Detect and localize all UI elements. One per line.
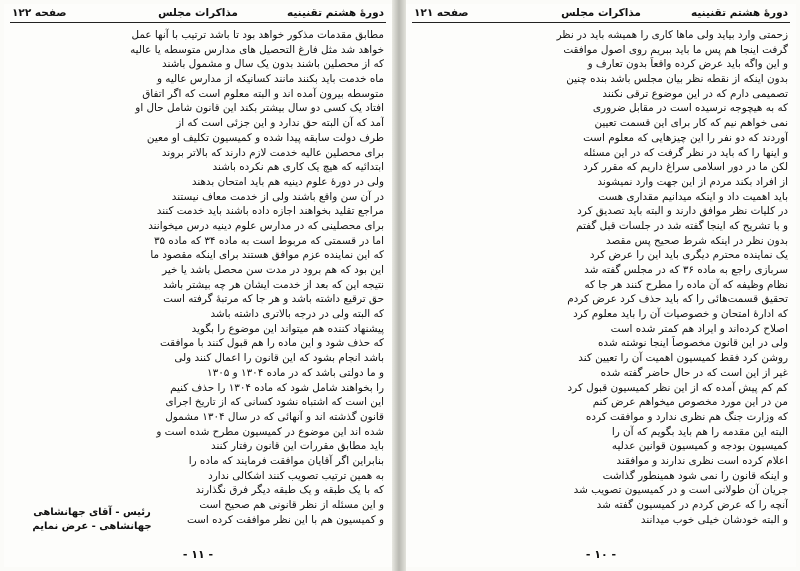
right-page — [406, 4, 796, 567]
text-line: که ادارهٔ امتحان و خصوصیات آن را باید معلوم کرد — [573, 308, 788, 321]
text-line: و ما دولتی باشد که در ماده ۱۳۰۴ و ۱۳۰۵ — [207, 366, 384, 379]
text-line: و اینکه قانون را نمی شود همینطور گذاشت — [602, 469, 788, 482]
left-signature — [12, 506, 172, 534]
left-page-number: - ۱۱ - — [182, 548, 214, 561]
text-line: خواهد شد مثل فارغ التحصیل های مدارس متوسطه یا عالیه — [130, 43, 384, 56]
text-line: که البته ولی در درجه بالاتری داشته باشد — [210, 308, 384, 321]
text-line: زحمتی وارد بیاید ولی ماها کاری را همیشه باید در نظر — [556, 29, 788, 41]
text-line: گرفت اینجا هم پس ما باید ببریم روی اصول موافقت — [563, 43, 788, 56]
text-line: البته این مقدمه را هم باید بگویم که آن را — [611, 425, 788, 438]
text-line: نتیجه این که بعد از خدمت ایشان هر چه بیشتر باشد — [162, 278, 384, 291]
text-line: پیشنهاد کننده هم میتواند این موضوع را بگوید — [191, 322, 384, 335]
text-line: اعلام کرده است نظری ندارند و موافقند — [616, 454, 788, 467]
signature-line: رئیس - آقای جهانشاهی — [33, 507, 151, 518]
text-line: و این مسئله از نظر قانونی هم صحیح است — [199, 499, 384, 511]
right-header-series: دورهٔ هشتم تقنینیه — [691, 7, 788, 19]
text-line: متوسطه بیرون آمده اند و البته معلوم است که اگر اتفاق — [142, 87, 384, 100]
left-header-page-label: صفحه ۱۲۲ — [12, 7, 67, 19]
text-line: که حذف شود و این ماده را هم قبول کنند با موافقت — [159, 337, 384, 350]
text-line: باید اهمیت داد و اینکه میدانیم مقداری هست — [598, 190, 788, 203]
left-page-body — [12, 28, 384, 537]
text-line: نظام وظیفه که آن ماده را مطرح کنند هر جا که — [584, 278, 788, 291]
text-line: آنچه را که عرض کردم در کمیسیون گفته شد — [596, 499, 788, 511]
text-line: این بود که هم برود در مدت سن محصل باشد یا خیر — [162, 264, 384, 276]
left-page — [4, 4, 392, 567]
text-line: در آن سن واقع باشند ولی از خدمت معاف نیستند — [171, 190, 384, 203]
text-line: اصلاح کرده‌اند و ایراد هم کمتر شده است — [610, 322, 788, 335]
right-header-page-label: صفحه ۱۲۱ — [414, 7, 469, 19]
text-line: برای محصلین عالیه خدمت لازم دارند که بالاتر بروند — [161, 146, 384, 159]
text-line: بنابراین اگر آقایان موافقت فرمایند که ماده را — [188, 454, 384, 467]
text-line: قانون گذشته اند و آنهائی که در سال ۱۳۰۴ مشمول — [165, 410, 384, 423]
text-line: ماه خدمت باید بکنند مانند کسانیکه از مدارس عالیه و — [156, 73, 384, 86]
text-line: باشد انجام بشود که این قانون را اعمال کنند ولی — [174, 352, 384, 365]
book-gutter — [392, 0, 406, 571]
text-line: ابتدائیه که هیچ یک کاری هم نکرده باشند — [212, 161, 384, 174]
text-line: تحقیق قسمت‌هائی را که باید حذف کرد عرض کردم — [567, 293, 788, 306]
text-line: و کمیسیون هم با این نظر موافقت کرده است — [186, 513, 384, 526]
text-line: بدون اینکه از نقطه نظر بیان مجلس باشد بنده چنین — [566, 73, 788, 86]
text-line: افتاد یک کسی دو سال بیشتر بکند این قانون شامل حال او — [135, 102, 384, 115]
text-line: شده اند این موضوع در کمیسیون مطرح شده است و — [156, 425, 384, 438]
right-page-number: - ۱۰ - — [585, 548, 617, 561]
text-line: آمد که آن البته حق ندارد و این جزئی است که از — [176, 117, 384, 130]
text-line: ولی در دورهٔ علوم دینیه هم باید امتحان بدهند — [191, 175, 384, 188]
signature-line: جهانشاهی - عرض نمایم — [32, 521, 152, 532]
left-page-header — [10, 6, 386, 23]
text-line: جریان آن طولانی است و در کمیسیون تصویب شد — [573, 484, 788, 497]
text-line: یک نماینده محترم دیگری باید این را عرض کرد — [589, 249, 788, 262]
text-line: و اینها را که باید در نظر گرفت که در این مسئله — [583, 146, 788, 159]
text-line: که این نماینده عزم موافق هستند برای اینکه مقصود ما — [150, 249, 384, 262]
text-line: مراجع تقلید بخواهند اجازه داده باشند باید خدمت کنند — [156, 205, 384, 218]
text-line: مطابق مقدمات مذکور خواهد بود تا باشد ترتیب با آنها عمل — [131, 29, 384, 41]
text-line: کمیسیون بودجه و کمیسیون قوانین عدلیه — [611, 440, 788, 453]
text-line: که وزارت جنگ هم نظری ندارد و موافقت کرده — [585, 410, 788, 423]
text-line: کم کم پیش آمده که از این نظر کمیسیون قبول کرد — [567, 381, 788, 394]
text-line: غیر از این است که در حال حاضر گفته شده — [600, 366, 788, 379]
text-line: سربازی راجع به ماده ۳۶ که در مجلس گفته شد — [584, 264, 788, 276]
left-header-title: مذاکرات مجلس — [158, 7, 238, 19]
text-line: باید مطابق مقررات این قانون رفتار کنند — [211, 440, 384, 453]
text-line: را بخواهند شامل شود که ماده ۱۳۰۴ را حذف کنیم — [170, 381, 384, 394]
text-line: تصمیمی دارم که در این موضوع ترقی نکنند — [602, 87, 788, 100]
text-line: نمی خواهم نیم که کار برای این قسمت تعیین — [594, 117, 788, 130]
text-line: و این واگه باید عرض کرده واقعاً بدون تعارف و — [587, 58, 788, 71]
text-line: و با تشریح که اینجا گفته شد در جلسات قبل گفتم — [576, 219, 788, 232]
text-line: که از محصلین باشند بدون یک سال و مشمول باشند — [161, 58, 384, 71]
text-line: حق ترقیع داشته باشد و هر جا که مرتبهٔ گرفته است — [163, 293, 384, 306]
text-line: من در این مورد مخصوص میخواهم عرض کنم — [592, 396, 788, 409]
text-line: آوردند که دو نفر را این چیزهایی که معلوم است — [583, 131, 788, 144]
text-line: از افراد بکند مردم از این جهت وارد نمیشوند — [597, 175, 788, 188]
text-line: طرف دولت سابقه پیدا شده و کمیسیون تکلیف او معین — [146, 131, 384, 144]
text-line: روشن کرد فقط کمیسیون اهمیت آن را تعیین کند — [578, 352, 788, 365]
text-line: برای محصلینی که در مدارس علوم دینیه درس میخوانند — [148, 219, 384, 232]
text-line: در کلیات نظر موافق دارند و البته باید تصدیق کرد — [577, 205, 788, 218]
right-header-title: مذاکرات مجلس — [561, 7, 641, 19]
text-line: و البته خودشان خیلی خوب میدانند — [640, 513, 788, 526]
text-line: به همین ترتیب تصویب کنند اشکالی ندارد — [208, 469, 384, 482]
text-line: این است که اشتباه نشود کسانی که از تاریخ اجرای — [165, 396, 384, 409]
right-page-header — [412, 6, 790, 23]
text-line: ولی در این قانون مخصوصاً اینجا نوشته شده — [597, 337, 788, 350]
text-line: که با یک طبقه و یک طبقه دیگر فرق نگذارند — [195, 484, 384, 497]
left-header-series: دورهٔ هشتم تقنینیه — [287, 7, 384, 19]
text-line: که به هیچوجه نرسیده است در مقابل ضروری — [592, 102, 788, 115]
text-line: بدون نظر در اینکه شرط صحیح پس مقصد — [606, 234, 788, 247]
text-line: لکن ما در دور اسلامی سراغ داریم که مقرر کرد — [583, 161, 788, 174]
right-page-body — [414, 28, 788, 537]
text-line: اما در قسمتی که مربوط است به ماده ۳۴ که ماده ۳۵ — [153, 234, 384, 247]
